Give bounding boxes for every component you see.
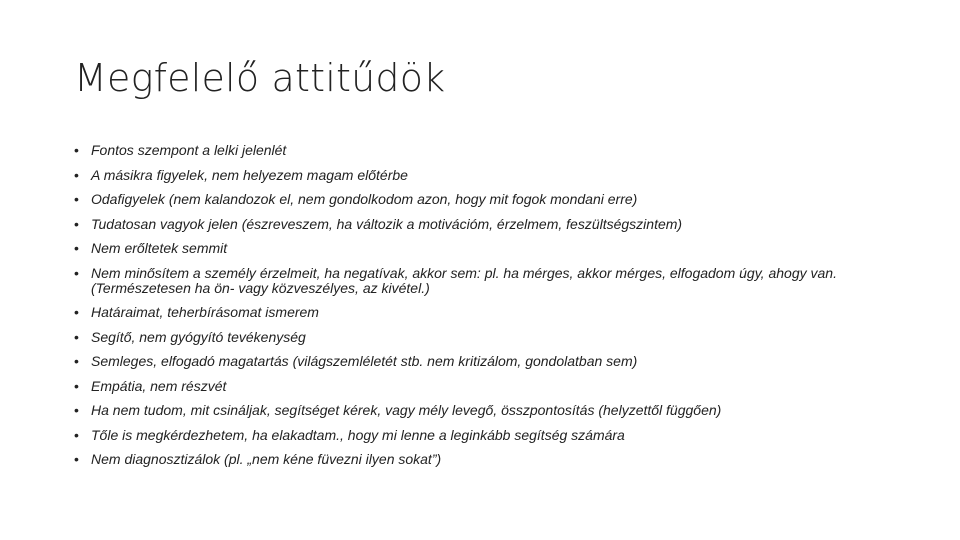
bullet-text: Ha nem tudom, mit csináljak, segítséget kérek, vagy mély levegő, összpontosítás (helyzettől függően) — [91, 402, 722, 418]
bullet-text: Nem diagnosztizálok (pl. „nem kéne füvezni ilyen sokat”) — [91, 451, 442, 467]
bullet-item — [74, 428, 894, 443]
bullet-item — [74, 168, 894, 183]
bullet-text: Empátia, nem részvét — [91, 377, 227, 394]
bullet-item — [74, 241, 894, 256]
bullet-icon: • — [74, 142, 79, 158]
bullet-text: A másikra figyelek, nem helyezem magam előtérbe — [91, 166, 408, 183]
bullet-icon: • — [74, 240, 79, 256]
bullet-item — [74, 452, 894, 467]
bullet-icon: • — [74, 426, 79, 443]
bullet-text: Tudatosan vagyok jelen (észreveszem, ha változik a motivációm, érzelmem, feszültségszintem) — [91, 215, 683, 232]
bullet-item — [74, 192, 894, 207]
bullet-text: Tőle is megkérdezhetem, ha elakadtam., hogy mi lenne a leginkább segítség számára — [91, 426, 625, 443]
slide-title: Megfelelő attitűdök — [74, 56, 446, 100]
bullet-list — [74, 143, 894, 467]
bullet-text: Határaimat, teherbírásomat ismerem — [91, 304, 319, 320]
bullet-text: Nem erőltetek semmit — [91, 240, 228, 256]
bullet-text: Segítő, nem gyógyító tevékenység — [91, 328, 306, 345]
bullet-icon: • — [74, 166, 79, 183]
bullet-text: Nem minősítem a személy érzelmeit, ha negatívak, akkor sem: pl. ha mérges, akkor mérges, elfogadom úgy, ahogy van. (Természetesen ha ön- vagy közveszélyes, az kivétel.) — [91, 264, 837, 296]
bullet-icon: • — [74, 215, 79, 232]
bullet-item — [74, 354, 894, 369]
bullet-text: Semleges, elfogadó magatartás (világszemléletét stb. nem kritizálom, gondolatban sem) — [91, 353, 638, 369]
bullet-icon: • — [74, 304, 79, 320]
bullet-icon: • — [74, 328, 79, 345]
bullet-icon: • — [74, 353, 79, 369]
bullet-icon: • — [74, 264, 79, 281]
bullet-item — [74, 143, 894, 158]
bullet-icon: • — [74, 377, 79, 394]
bullet-text: Odafigyelek (nem kalandozok el, nem gondolkodom azon, hogy mit fogok mondani erre) — [91, 191, 638, 207]
bullet-item — [74, 379, 894, 394]
bullet-item — [74, 266, 894, 296]
bullet-item — [74, 330, 894, 345]
bullet-item — [74, 403, 894, 418]
bullet-item — [74, 305, 894, 320]
bullet-icon: • — [74, 191, 79, 207]
bullet-icon: • — [74, 402, 79, 418]
bullet-text: Fontos szempont a lelki jelenlét — [91, 142, 287, 158]
bullet-icon: • — [74, 451, 79, 467]
bullet-item — [74, 217, 894, 232]
